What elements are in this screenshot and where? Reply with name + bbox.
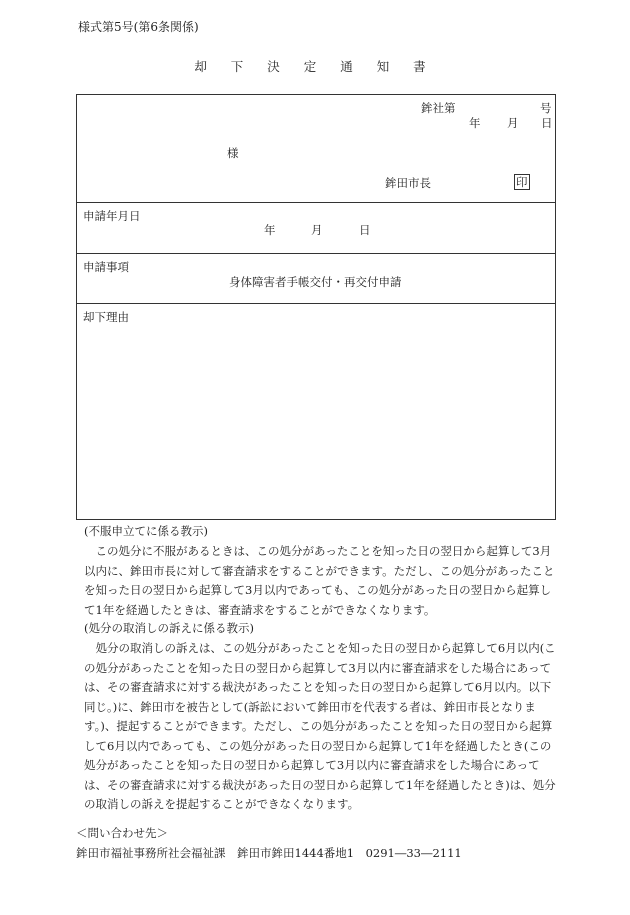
application-date-month: 月	[311, 223, 323, 237]
lawsuit-notice-heading: (処分の取消しの訴えに係る教示)	[84, 621, 254, 635]
document-title: 却 下 決 定 通 知 書	[194, 59, 436, 74]
objection-notice-heading: (不服申立てに係る教示)	[84, 524, 208, 538]
issuer-name: 鉾田市長	[385, 176, 431, 190]
rejection-reason-label: 却下理由	[83, 310, 129, 324]
row-divider	[77, 253, 555, 254]
seal-text: 印	[516, 175, 528, 189]
addressee-suffix: 様	[227, 146, 239, 160]
application-date-year: 年	[264, 223, 276, 237]
application-date-day: 日	[359, 223, 371, 237]
notice-form-table	[76, 94, 556, 520]
issue-date-year: 年	[469, 116, 481, 130]
row-divider	[77, 202, 555, 203]
issue-date-month: 月	[507, 116, 519, 130]
form-number: 様式第5号(第6条関係)	[78, 20, 199, 34]
document-number-prefix: 鉾社第	[421, 101, 456, 115]
issue-date-day: 日	[541, 116, 553, 130]
objection-notice-text: この処分に不服があるときは、この処分があったことを知った日の翌日から起算して3月以内に、鉾田市長に対して審査請求をすることができます。ただし、この処分があったことを知った日の翌日から起算して3月以内であっても、この処分があった日の翌日から起算して1年を経過したときは、審査請求をすることができなくなります。	[84, 544, 555, 617]
contact-details: 鉾田市福祉事務所社会福祉課 鉾田市鉾田1444番地1 0291―33―2111	[76, 846, 462, 860]
document-number-suffix: 号	[540, 101, 552, 115]
application-date-label: 申請年月日	[83, 209, 141, 223]
application-item-value: 身体障害者手帳交付・再交付申請	[229, 275, 402, 289]
lawsuit-notice-text: 処分の取消しの訴えは、この処分があったことを知った日の翌日から起算して6月以内(この処分があったことを知った日の翌日から起算して3月以内に審査請求をした場合にあっては、その審査請求に対する裁決があったことを知った日の翌日から起算して6月以内。以下同じ。)に、鉾田市を被告として(訴訟において鉾田市を代表する者は、鉾田市長となります。)、提起することができます。ただし、この処分があったことを知った日の翌日から起算して6月以内であっても、この処分があった日の翌日から起算して1年を経過したとき(この処分があったことを知った日の翌日から起算して3月以内に審査請求をした場合にあっては、その審査請求に対する裁決があった日の翌日から起算して1年を経過したとき)は、処分の取消しの訴えを提起することができなくなります。	[84, 641, 556, 811]
application-item-label: 申請事項	[83, 260, 129, 274]
contact-heading: ＜問い合わせ先＞	[76, 826, 168, 840]
row-divider	[77, 303, 555, 304]
seal-mark	[514, 174, 530, 190]
